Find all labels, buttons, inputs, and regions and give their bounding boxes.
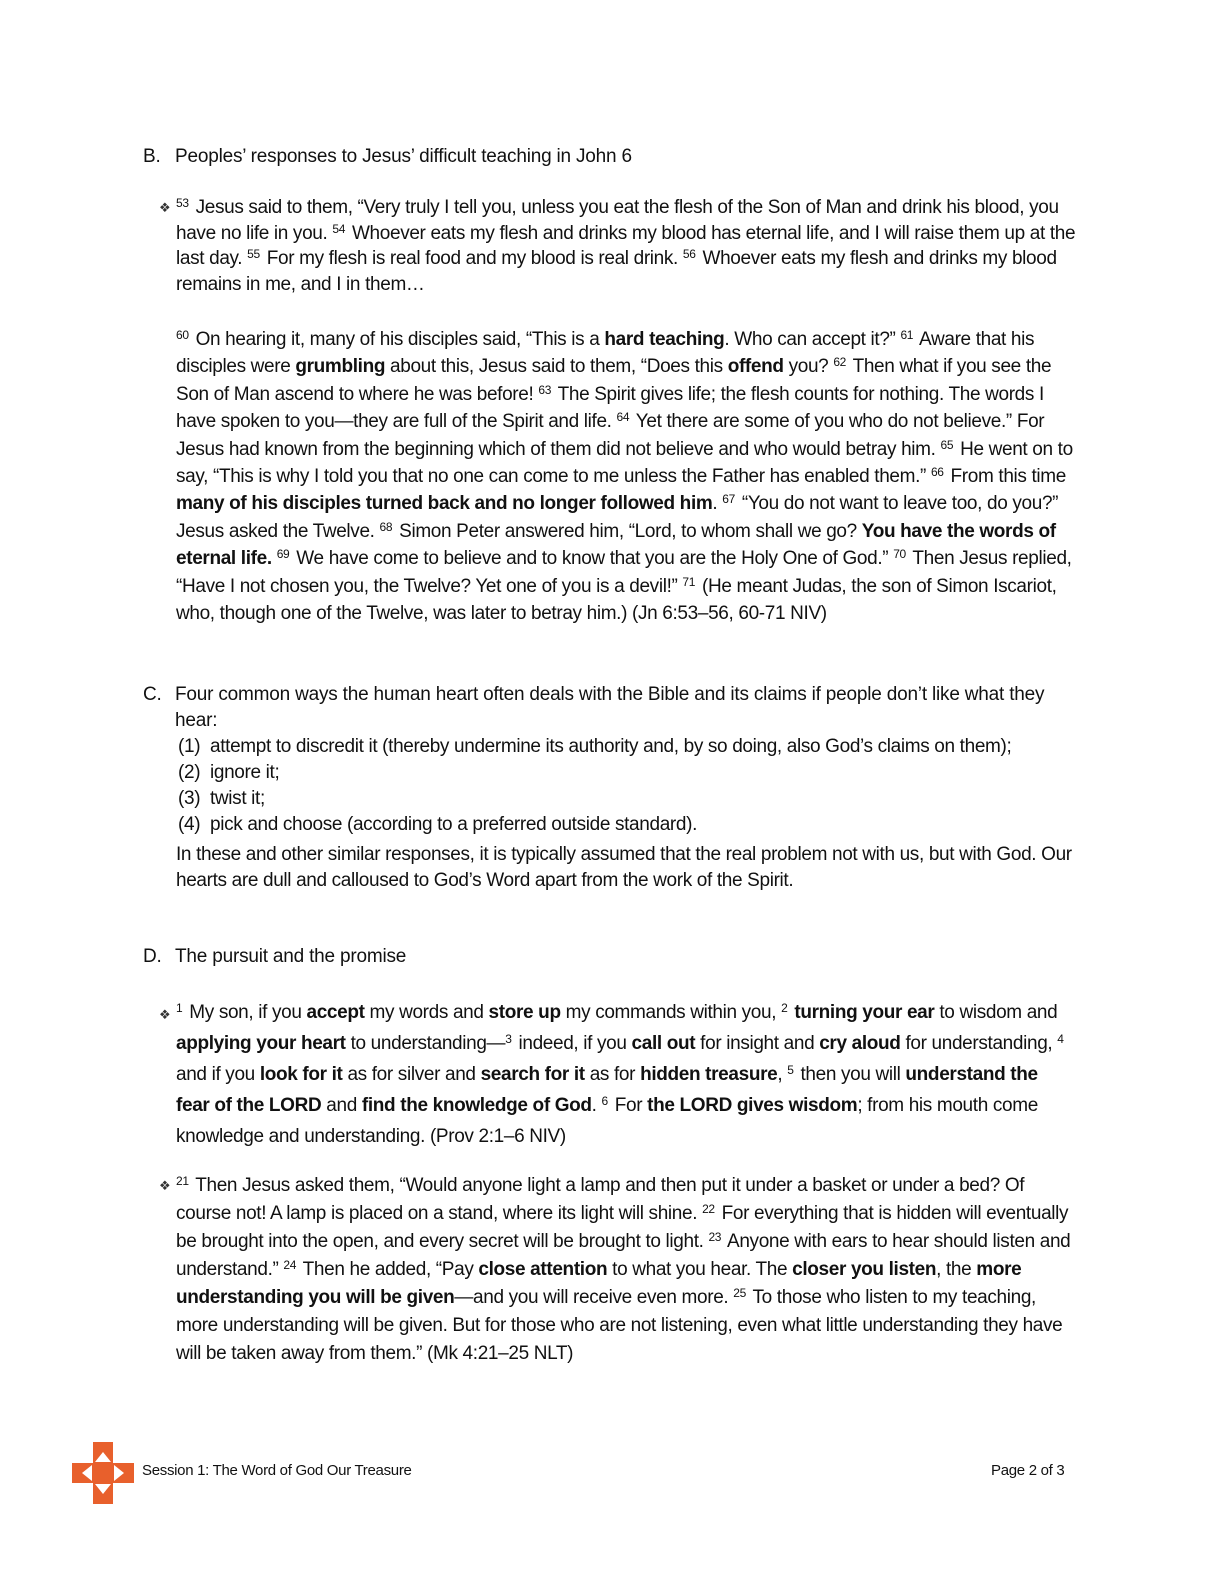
verse-text: to understanding— [345, 1033, 506, 1054]
verse-text: to wisdom and [934, 1002, 1058, 1023]
verse-number: 60 [176, 328, 189, 342]
list-number: (1) [178, 736, 201, 757]
verse-number: 2 [781, 1001, 788, 1015]
diamond-bullet-icon: ❖ [159, 1178, 171, 1193]
verse-text: as for silver and [342, 1064, 481, 1085]
verse-text: “You do not want to leave too, do you?” Jesus asked the Twelve. [176, 493, 1059, 542]
list-item [176, 812, 1076, 838]
verse-number: 65 [940, 437, 954, 452]
verse-number: 54 [332, 221, 346, 236]
verse-text: to what you hear. The [607, 1259, 793, 1280]
verse-text: To those who listen to my teaching, more understanding will be given. But for those who are not listening, even what little understanding they have will be taken away from them.” (Mk 4:21–25 NLT) [176, 1287, 1063, 1364]
scripture-quote-john-6-53 [159, 195, 1076, 298]
section-title: The pursuit and the promise [175, 946, 407, 967]
emphasis: more understanding you will be given [176, 1259, 1022, 1308]
section-letter: D. [143, 946, 162, 967]
list-number: (3) [178, 788, 201, 809]
emphasis: understand the fear of the LORD [176, 1064, 1038, 1116]
page-number: Page 2 of 3 [991, 1462, 1065, 1479]
list-text: attempt to discredit it (thereby undermine its authority and, by so doing, also God’s claims on them); [210, 736, 1012, 757]
verse-text: my commands within you, [560, 1002, 782, 1023]
verse-number: 63 [538, 382, 552, 397]
verse-text: Whoever eats my flesh and drinks my blood remains in me, and I in them… [176, 248, 1057, 296]
emphasis: applying your heart [176, 1033, 346, 1054]
emphasis: offend [727, 356, 784, 378]
footer-session-title: Session 1: The Word of God Our Treasure [142, 1462, 412, 1479]
verse-text: and [321, 1095, 362, 1116]
scripture-quote-mark-4 [159, 1172, 1076, 1368]
emphasis: hard teaching [604, 329, 725, 350]
verse-number: 56 [682, 247, 696, 262]
section-letter: B. [143, 146, 161, 167]
verse-text: On hearing it, many of his disciples said, “This is a [190, 329, 605, 350]
emphasis: You have the words of eternal life. [176, 520, 1056, 570]
verse-text: , [777, 1064, 788, 1085]
list-number: (2) [178, 762, 201, 783]
verse-number: 5 [787, 1063, 794, 1077]
verse-text: you? [783, 356, 834, 378]
verse-text: Then Jesus asked them, “Would anyone light a lamp and then put it under a basket or under a bed? Of course not! A lamp is placed on a stand, where its light will shine. [176, 1175, 1025, 1224]
emphasis: search for it [480, 1064, 585, 1085]
diamond-bullet-icon: ❖ [159, 1007, 171, 1022]
verse-text: For my flesh is real food and my blood is real drink. [261, 248, 683, 270]
verse-number: 55 [247, 247, 260, 262]
verse-number: 23 [708, 1230, 722, 1244]
section-c-heading [143, 682, 1078, 734]
verse-number: 71 [682, 574, 696, 589]
verse-text: My son, if you [184, 1002, 307, 1023]
verse-number: 64 [616, 410, 630, 425]
verse-text: . Who can accept it?” [724, 329, 901, 350]
list-item [176, 786, 1076, 812]
verse-text: . [591, 1095, 602, 1116]
verse-text [272, 548, 277, 569]
responses-list [176, 734, 1076, 894]
verse-text: —and you will receive even more. [454, 1287, 734, 1308]
list-text: ignore it; [210, 762, 280, 783]
emphasis: accept [306, 1002, 365, 1023]
verse-text: Simon Peter answered him, “Lord, to whom shall we go? [394, 520, 862, 542]
verse-number: 53 [176, 196, 189, 210]
verse-text: Aware that his disciples were [176, 329, 1035, 378]
section-b-heading [143, 144, 632, 170]
verse-text: For [609, 1095, 648, 1116]
emphasis: the LORD gives wisdom [647, 1095, 858, 1116]
verse-text: We have come to believe and to know that you are the Holy One of God.” [291, 548, 894, 570]
emphasis: grumbling [295, 356, 386, 378]
verse-number: 69 [276, 547, 290, 562]
verse-number: 70 [893, 547, 906, 562]
verse-number: 61 [900, 328, 914, 342]
verse-text: indeed, if you [513, 1033, 632, 1054]
verse-text: Then he added, “Pay [298, 1259, 479, 1280]
verse-text: . [712, 493, 723, 515]
emphasis: find the knowledge of God [361, 1095, 592, 1116]
scripture-quote-proverbs-2 [159, 997, 1076, 1152]
verse-number: 67 [722, 492, 735, 507]
emphasis: many of his disciples turned back and no longer followed him [176, 493, 713, 515]
verse-number: 4 [1057, 1032, 1064, 1046]
verse-text: Anyone with ears to hear should listen and understand.” [176, 1231, 1071, 1280]
verse-text: for understanding, [900, 1033, 1058, 1054]
emphasis: close attention [478, 1259, 608, 1280]
verse-number: 25 [733, 1286, 746, 1300]
scripture-quote-john-6-60 [176, 326, 1076, 627]
verse-text: , the [936, 1259, 977, 1280]
verse-text: Yet there are some of you who do not believe.” For Jesus had known from the beginning which of them did not believe and who would betray him. [176, 411, 1045, 460]
verse-text: For everything that is hidden will eventually be brought into the open, and every secret will be brought to light. [176, 1203, 1069, 1252]
verse-number: 22 [702, 1202, 715, 1216]
section-c-conclusion: In these and other similar responses, it is typically assumed that the real problem not with us, but with God. Our hearts are dull and calloused to God’s Word apart from the work of the Spirit. [176, 844, 1072, 891]
verse-number: 68 [379, 519, 393, 534]
list-text: twist it; [210, 788, 265, 809]
section-title: Four common ways the human heart often deals with the Bible and its claims if people don’t like what they hear: [175, 684, 1045, 731]
verse-text: ; from his mouth come knowledge and understanding. (Prov 2:1–6 NIV) [176, 1095, 1038, 1147]
verse-text: Then Jesus replied, “Have I not chosen you, the Twelve? Yet one of you is a devil!” [176, 548, 1072, 597]
list-text: pick and choose (according to a preferred outside standard). [210, 814, 698, 835]
verse-number: 6 [601, 1094, 608, 1108]
verse-text: as for [584, 1064, 641, 1085]
verse-text: He went on to say, “This is why I told you that no one can come to me unless the Father has enabled them.” [176, 438, 1073, 488]
verse-number: 1 [176, 1001, 183, 1015]
verse-number: 24 [283, 1258, 297, 1272]
emphasis: closer you listen [792, 1259, 937, 1280]
verse-number: 66 [930, 465, 944, 480]
emphasis: turning your ear [794, 1002, 935, 1023]
verse-number: 21 [176, 1174, 189, 1188]
list-number: (4) [178, 814, 201, 835]
verse-text: From this time [945, 466, 1066, 488]
verse-text: Whoever eats my flesh and drinks my blood has eternal life, and I will raise them up at the last day. [176, 222, 1076, 270]
verse-text: my words and [364, 1002, 489, 1023]
verse-text: for insight and [695, 1033, 820, 1054]
emphasis: cry aloud [819, 1033, 901, 1054]
diamond-bullet-icon: ❖ [159, 200, 171, 215]
verse-text: then you will [795, 1064, 906, 1085]
verse-text: about this, Jesus said to them, “Does this [385, 356, 728, 378]
verse-number: 3 [505, 1032, 512, 1046]
section-title: Peoples’ responses to Jesus’ difficult teaching in John 6 [175, 146, 632, 167]
section-letter: C. [143, 684, 162, 705]
emphasis: store up [488, 1002, 561, 1023]
verse-text: The Spirit gives life; the flesh counts for nothing. The words I have spoken to you—they are full of the Spirit and life. [176, 383, 1044, 433]
emphasis: call out [631, 1033, 696, 1054]
orange-cross-logo-icon [72, 1442, 134, 1504]
list-item [176, 760, 1076, 786]
emphasis: look for it [259, 1064, 343, 1085]
section-d-heading [143, 944, 406, 970]
verse-text: (He meant Judas, the son of Simon Iscariot, who, though one of the Twelve, was later to betray him.) (Jn 6:53–56, 60-71 NIV) [176, 575, 1057, 625]
verse-text: and if you [176, 1064, 260, 1085]
list-item [176, 734, 1076, 760]
verse-text: Jesus said to them, “Very truly I tell you, unless you eat the flesh of the Son of Man and drink his blood, you have no life in you. [176, 197, 1059, 244]
verse-number: 62 [833, 355, 846, 370]
verse-text: Then what if you see the Son of Man ascend to where he was before! [176, 356, 1052, 405]
emphasis: hidden treasure [640, 1064, 778, 1085]
